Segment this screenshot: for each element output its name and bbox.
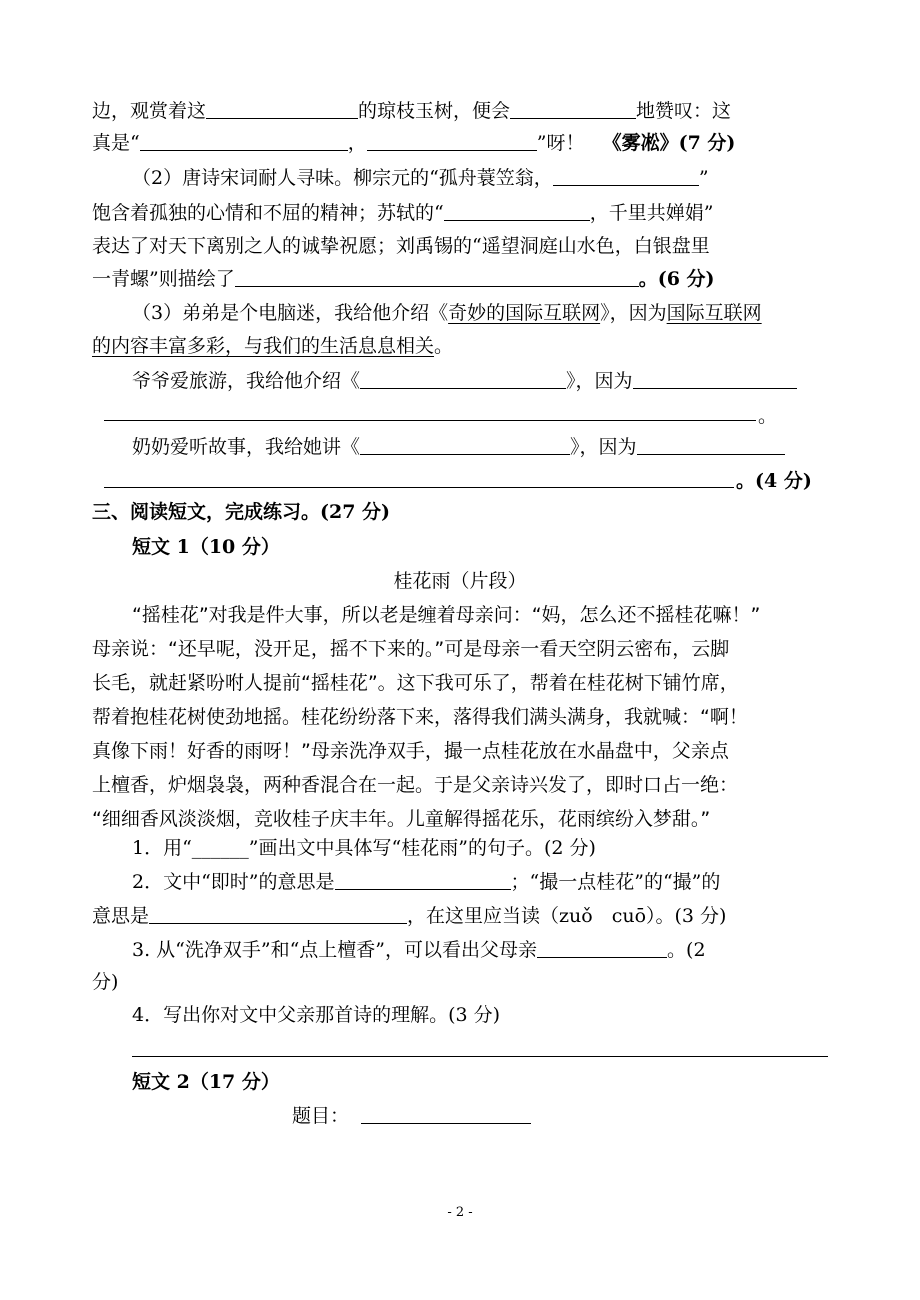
answer-blank[interactable] — [537, 937, 667, 958]
answer-line[interactable] — [104, 487, 734, 488]
text: 奶奶爱听故事，我给她讲《 — [132, 436, 361, 458]
text: 一青螺”则描绘了 — [92, 268, 235, 290]
answer-blank[interactable] — [633, 368, 797, 389]
blank-line-2 — [92, 128, 735, 158]
question-1: 1．用“______”画出文中具体写“桂花雨”的句子。(2 分) — [132, 837, 596, 859]
text: 。 — [758, 405, 778, 427]
text: 真是“ — [92, 132, 140, 154]
text: 。(2 — [667, 939, 706, 961]
q3-line-1 — [132, 298, 762, 328]
q3-line-2 — [92, 331, 453, 361]
answer-blank[interactable] — [367, 130, 537, 151]
passage-line: “细细香风淡淡烟，竞收桂子庆丰年。儿童解得摇花乐，花雨缤纷入梦甜。” — [92, 808, 711, 830]
text2-label: 短文 2（17 分） — [132, 1071, 280, 1093]
question-2-line-1 — [132, 867, 720, 897]
text: 的琼枝玉树，便会 — [358, 100, 511, 122]
text1-label: 短文 1（10 分） — [132, 536, 280, 558]
answer-blank[interactable] — [444, 200, 590, 221]
answer-blank[interactable] — [149, 903, 407, 924]
text: 题目： — [292, 1105, 350, 1127]
text: ”呀！ — [536, 132, 585, 154]
score-label: 。(4 分) — [736, 470, 812, 492]
page-number: - 2 - — [447, 1205, 473, 1220]
passage-line: 真像下雨！好香的雨呀！”母亲洗净双手，撮一点桂花放在水晶盘中，父亲点 — [92, 740, 729, 762]
q2-line-3: 表达了对天下离别之人的诚挚祝愿；刘禹锡的“遥望洞庭山水色，白银盘里 — [92, 235, 710, 257]
text: ，千里共婵娟” — [589, 202, 714, 224]
answer-blank[interactable] — [140, 130, 348, 151]
text: 》，因为 — [570, 436, 637, 458]
text: 地赞叹：这 — [636, 100, 732, 122]
q3-line-5 — [132, 432, 785, 462]
score-label: 《雾凇》(7 分) — [602, 132, 736, 154]
q2-line-2 — [92, 198, 713, 228]
answer-blank[interactable] — [235, 266, 639, 287]
text: ；“撮一点桂花”的“撮”的 — [510, 871, 721, 893]
passage-line: “摇桂花”对我是件大事，所以老是缠着母亲问：“妈，怎么还不摇桂花嘛！” — [132, 604, 761, 626]
answer-blank[interactable] — [335, 869, 511, 890]
text: 。 — [434, 335, 454, 357]
passage-line: 长毛，就赶紧吩咐人提前“摇桂花”。这下我可乐了，帮着在桂花树下铺竹席， — [92, 672, 739, 694]
text: 饱含着孤独的心情和不屈的精神；苏轼的“ — [92, 202, 444, 224]
example-reason: 的内容丰富多彩，与我们的生活息息相关 — [92, 335, 435, 357]
text: 2．文中“即时”的意思是 — [132, 871, 335, 893]
question-2-line-2 — [92, 901, 726, 931]
section-heading: 三、阅读短文，完成练习。(27 分) — [92, 501, 391, 523]
text: （3）弟弟是个电脑迷，我给他介绍《 — [132, 302, 449, 324]
passage-line: 母亲说：“还早呢，没开足，摇不下来的。”可是母亲一看天空阴云密布，云脚 — [92, 638, 730, 660]
answer-blank[interactable] — [360, 434, 570, 455]
passage-title: 桂花雨（片段） — [393, 570, 527, 592]
q2-line-4 — [92, 264, 715, 294]
text: 边，观赏着这 — [92, 100, 207, 122]
text: 爷爷爱旅游，我给他介绍《 — [132, 370, 361, 392]
text: 》，因为 — [600, 302, 667, 324]
question-3-line-1 — [132, 935, 706, 965]
question-4: 4．写出你对文中父亲那首诗的理解。(3 分) — [132, 1004, 501, 1026]
answer-blank[interactable] — [206, 98, 358, 119]
example-title: 奇妙的国际互联网 — [448, 302, 601, 324]
text: ，在这里应当读（zuǒ cuō）。(3 分) — [407, 905, 727, 927]
answer-blank[interactable] — [510, 98, 636, 119]
answer-blank[interactable] — [553, 165, 699, 186]
text: 3. 从“洗净双手”和“点上檀香”，可以看出父母亲 — [132, 939, 538, 961]
question-3-line-2: 分) — [92, 971, 119, 993]
example-reason: 国际互联网 — [666, 302, 762, 324]
answer-blank[interactable] — [361, 1103, 531, 1124]
score-label: 。(6 分) — [638, 268, 715, 290]
passage-line: 上檀香，炉烟袅袅，两种香混合在一起。于是父亲诗兴发了，即时口占一绝： — [92, 774, 739, 796]
blank-line-1 — [92, 96, 731, 126]
text: ， — [347, 132, 367, 154]
text: （2）唐诗宋词耐人寻味。柳宗元的“孤舟蓑笠翁， — [132, 167, 553, 189]
answer-blank[interactable] — [637, 434, 785, 455]
q2-line-1 — [132, 163, 709, 193]
topic-line — [292, 1101, 531, 1131]
answer-line[interactable] — [132, 1056, 828, 1057]
answer-line[interactable] — [104, 420, 756, 421]
q3-line-3 — [132, 366, 797, 396]
passage-line: 帮着抱桂花树使劲地摇。桂花纷纷落下来，落得我们满头满身，我就喊：“啊！ — [92, 706, 748, 728]
text: 》，因为 — [566, 370, 633, 392]
text: ” — [698, 167, 709, 189]
answer-blank[interactable] — [360, 368, 566, 389]
text: 意思是 — [92, 905, 150, 927]
